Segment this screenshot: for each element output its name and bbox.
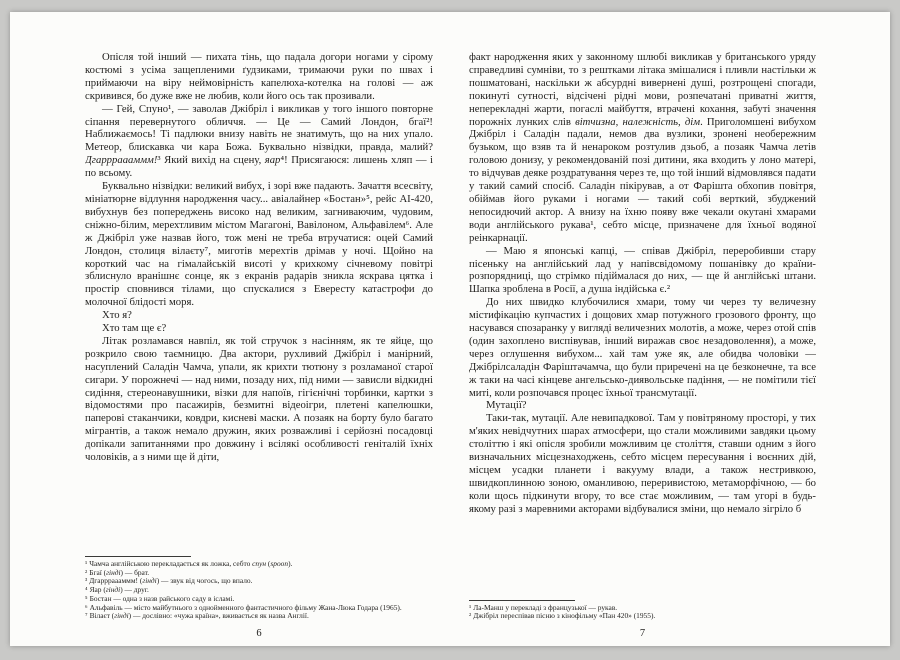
footnote-text: Бгаї (гінді) — брат. [89,567,150,577]
footnote-marker: ¹ [85,559,88,569]
paragraph: Літак розламався навпіл, як той стручок з насінням, як те яйце, що розкрило свою таємницю. Два актори, рухливий Джібріл і манірний, насуплений Саладін Чамча, упали, як крихти тютюну з розламаної старої сигари. У порожнечі — над ними, позаду них, під ними — зависли відкидні сидіння, стереонавушники, візки для напоїв, гігієнічні торбинки, картки з відомостями про пасажирів, безмитні відеоігри, плетені капелюшки, паперові стаканчики, ковдри, кисневі маски. А позаяк на борту було багато мігрантів, а також немало дружин, яких розважливі і серйозні посадовці допікали запитаннями про довжину і всілякі особливості геніталій їхніх чоловіків, а з ними ще й діти, [85,334,433,464]
paragraph: — Гей, Спуно¹, — заволав Джібріл і викликав у того іншого повторне сіпання перевернутого обличчя. — Це — Самий Лондон, бгаї²! Наближаємось! Ті падлюки внизу навіть не знатимуть, що на них упало. Метеор, блискавка чи кара Божа. Буквально нізвідки, правда, малий? Дгаррраааммм!³ Який вихід на сцену, яар⁴! Присягаюся: лишень хляп — і по всьому. [85,102,433,180]
footnote-marker: ² [469,611,472,621]
footnote-text: Яар (гінді) — друг. [89,585,149,595]
paragraph: Буквально нізвідки: великий вибух, і зорі вже падають. Зачаття всесвіту, мініатюрне відлуння народження часу... авіалайнер «Бостан»⁵, рейс АІ-420, вибухнув без попереджень високо над великим, загниваючим, чудовим, сніжно-білим, мерехтливим містом Магагоні, Вавілоном, Альфавілем⁶. Але ж Джібріл уже назвав його, тож мені не треба втручатися: оцей Самий Лондон, столиця вілаєту⁷, миготів мерехтів дрімав у ночі. Щойно на короткий час на гімалайській висоті у крихкому січневому повітрі зблиснуло вранішнє сонце, як з екранів радарів зникла яскрава цятка і простір сповнився тілами, що спускалися з Евересту катастрофи до молочної блідості моря. [85,180,433,309]
page-number: 6 [256,628,262,639]
footnote-marker: ¹ [469,602,472,612]
paragraph: — Маю я японські капці, — співав Джібріл, переробивши стару пісеньку на англійський лад у напівсвідомому пошанівку до країни-розпорядниці, що стрімко підіймалася до них, — ще й англійські штани. Шапка зроблена в Росії, а душа індійська є.² [469,244,816,296]
footnote-marker: ² [85,567,88,577]
footnote-text: Альфавіль — місто майбутнього з однойменного фантастичного фільму Жана-Люка Годара (1965). [89,602,402,612]
paragraph: факт народження яких у законному шлюбі викликав у британського уряду справедливі сумніви, то з рештками літака змішалися і пливли настільки ж пошматовані, наскільки ж абсурдні вивернені душі, розтрощені спогади, покинуті сутності, відсічені рідні мови, розпечатані приватні життя, неперекладні жарти, погаслі майбуття, втрачені кохання, забуті значення порожніх лунких слів вітчизна, належність, дім. Приголомшені вибухом Джібріл і Саладін падали, немов два вузлики, зронені необережним бузьком, що взяв та й ненароком розтулив дзьоб, а позаяк Чамча летів головою донизу, у рекомендованій позі дитини, яка входить у лоно матері, то відчував деяке роздратування через те, що той інший відмовлявся падати у такий самий спосіб. Саладін пікірував, а от Фарішта обхопив повітря, обіймав його руками і ногами — такий собі верткий, збуджений непосидючий актор. А внизу на їхню появу вже чекали окутані хмарами води англійського рукава¹, себто місце, призначене для їхньої водяної реінкарнації. [469,51,816,244]
book-spread [10,12,890,646]
paragraph: Мутації? [486,399,527,412]
footnote-text: Ла-Манш у перекладі з французької — рукав. [473,602,618,612]
paragraph: Таки-так, мутації. Але невипадкової. Там у повітряному просторі, у тих м'яких невідчутних шарах атмосфери, що стали можливими завдяки цьому століттю і які опісля зробили можливим це століття, ставши одним з його визначальних місцезнаходжень, себто місцем пересування і воєнних дій, місцем усадки планети і вакууму влади, а також нестривкою, швидкоплинною зоною, оманливою, переривистою, метаморфічною, — бо коли щось підкинути вгору, то все стає можливим, — там угорі в будь-якому разі з маревними акторами відбувалися зміни, що немало зігріло б [469,412,816,515]
paragraph: До них швидко клубочилися хмари, тому чи через ту величезну містифікацію купчастих і дощових хмар потужного грозового фронту, що насувався спозаранку у вигляді величезних молотів, а може, через отой спів (один захоплено виспівував, інший виражав своє незадоволення), а може, через оглушення вибухом... хай там уже як, але обидва чоловіки — Джібрілсаладін Фаріштачамча, що були приречені на це безконечне, та все ж таки на часі кінцеве ангельсько-диявольське падіння, — не помітили тієї миті, коли розпочався процес їхньої трансмутації. [469,296,816,399]
book-page-left [10,12,450,646]
paragraph: Опісля той інший — пихата тінь, що падала догори ногами у сірому костюмі з усіма защепленими ґудзиками, тримаючи руки по швах і приймаючи на віру неймовірність капелюха-котелка на голові — аж скривився, бо дуже вже не любив, коли його ось так прозивали. [85,51,433,102]
footnote-text: Дгаррраааммм! (гінді) — звук від чогось, що впало. [89,576,253,586]
footnote-list [469,604,816,621]
footnote-text: Джібріл переспівав пісню з кінофільму «Пан 420» (1955). [473,611,656,621]
page-body [469,51,816,600]
footnote-marker: ⁶ [85,602,88,612]
footnote-text: Бостан — одна з назв райського саду в ісламі. [89,593,235,603]
page-body [85,51,433,556]
footnotes-section [469,600,816,623]
page-number: 7 [639,628,646,639]
paragraph: Хто там ще є? [102,322,167,335]
footnote-marker: ³ [85,576,88,586]
footnote-marker: ⁵ [85,593,88,603]
footnote-text: Вілаєт (гінді) — дослівно: «чужа країна», вживається як назва Англії. [89,611,309,621]
footnotes-section [85,556,433,623]
paragraph: Хто я? [102,309,132,322]
footnote-list [85,560,433,621]
footnote-marker: ⁷ [85,611,88,621]
footnote-text: Чамча англійською перекладається як ложка, себто спун (spoon). [89,559,293,569]
footnote [469,612,816,621]
footnote-divider [85,556,191,557]
book-page-right [450,12,890,646]
footnote-divider [469,600,575,601]
footnote [85,612,433,621]
footnote-marker: ⁴ [85,585,88,595]
